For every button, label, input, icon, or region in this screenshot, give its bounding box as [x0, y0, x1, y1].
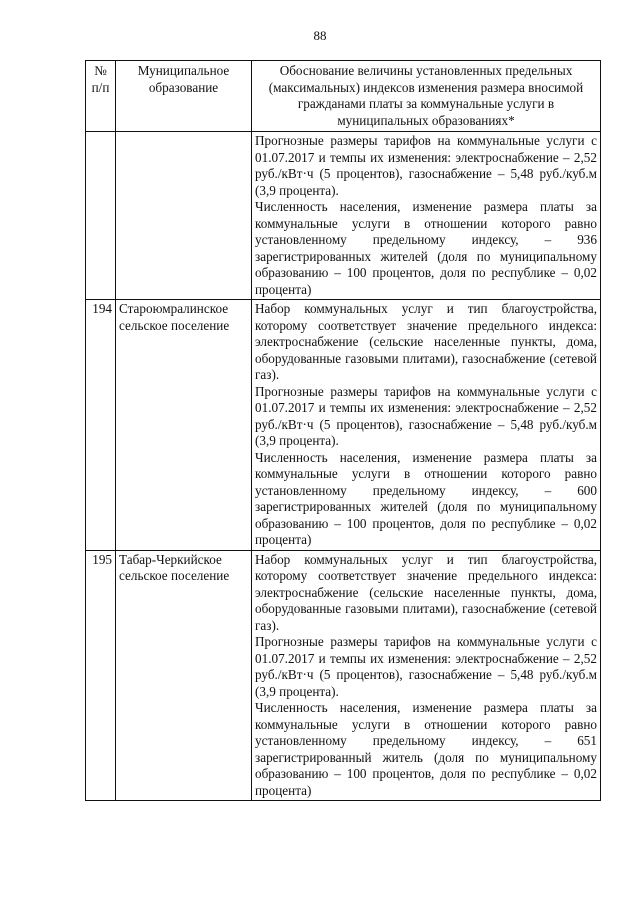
population-paragraph: Численность населения, изменение размера платы за коммунальные услуги в отношении которого равно установленному предельному индексу, – 600 зарегистрированных жителей (доля по муниципальному образованию – 100 процентов, доля по республике – 0,02 процента) [255, 449, 597, 547]
table-row-195 [86, 550, 601, 801]
tariff-forecast-paragraph: Прогнозные размеры тарифов на коммунальные услуги с 01.07.2017 и темпы их изменения: электроснабжение – 2,52 руб./кВт·ч (5 процентов), газоснабжение – 5,48 руб./куб.м (3,9 процента). [255, 383, 597, 448]
tariff-forecast-paragraph: Прогнозные размеры тарифов на коммунальные услуги с 01.07.2017 и темпы их изменения: электроснабжение – 2,52 руб./кВт·ч (5 процентов), газоснабжение – 5,48 руб./куб.м (3,9 процента). [255, 634, 597, 699]
population-paragraph: Численность населения, изменение размера платы за коммунальные услуги в отношении которого равно установленному предельному индексу, – 651 зарегистрированный житель (доля по муниципальному образованию – 100 процентов, доля по республике – 0,02 процента) [255, 700, 597, 798]
tariff-forecast-paragraph: Прогнозные размеры тарифов на коммунальные услуги с 01.07.2017 и темпы их изменения: электроснабжение – 2,52 руб./кВт·ч (5 процентов), газоснабжение – 5,48 руб./куб.м (3,9 процента). [255, 133, 597, 198]
service-set-paragraph: Набор коммунальных услуг и тип благоустройства, которому соответствует значение предельного индекса: электроснабжение (сельские населенные пункты, дома, оборудованные газовыми плитами), газоснабжение (сетевой газ). [255, 551, 597, 633]
population-paragraph: Численность населения, изменение размера платы за коммунальные услуги в отношении которого равно установленному предельному индексу, – 936 зарегистрированных жителей (доля по муниципальному образованию – 100 процентов, доля по республике – 0,02 процента) [255, 199, 597, 297]
page-number: 88 [313, 28, 327, 43]
service-set-paragraph: Набор коммунальных услуг и тип благоустройства, которому соответствует значение предельного индекса: электроснабжение (сельские населенные пункты, дома, оборудованные газовыми плитами), газоснабжение (сетевой газ). [255, 301, 597, 382]
row-municipality [116, 132, 252, 300]
row-municipality: Табар-Черкийское сельское поселение [116, 550, 252, 801]
row-municipality: Староюмралинское сельское поселение [116, 300, 252, 551]
row-justification [252, 132, 601, 300]
table-row-194 [86, 300, 601, 551]
table-header-row [86, 61, 601, 132]
table-row-continuation [86, 132, 601, 300]
header-justification: Обоснование величины установленных предельных (максимальных) индексов изменения размера вносимой гражданами платы за коммунальные услуги в муниципальных образованиях* [252, 61, 601, 132]
row-number [86, 132, 116, 300]
row-justification [252, 300, 601, 551]
row-justification [252, 550, 601, 801]
row-number: 194 [86, 300, 116, 551]
header-municipality: Муниципальное образование [116, 61, 252, 132]
header-number: № п/п [86, 61, 116, 132]
row-number: 195 [86, 550, 116, 801]
tariff-index-table [85, 60, 601, 801]
